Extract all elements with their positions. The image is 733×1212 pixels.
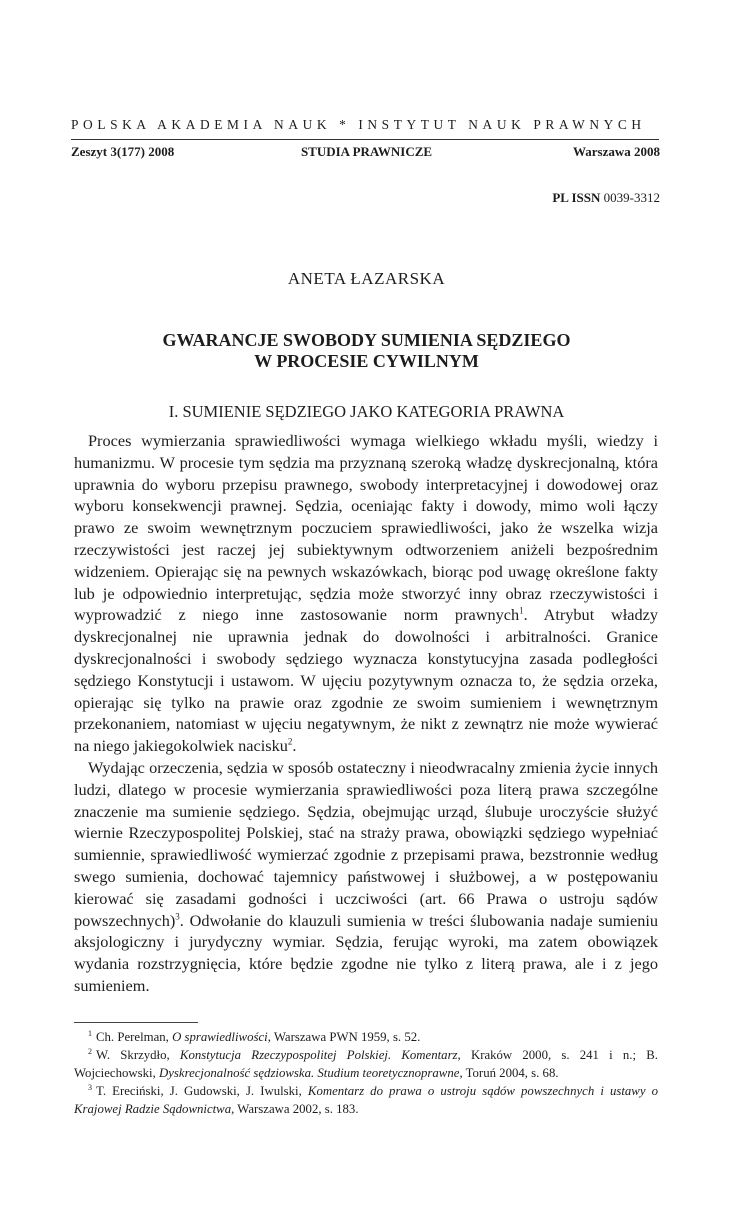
footnote-number: 2 — [88, 1046, 92, 1056]
title-line-2: W PROCESIE CYWILNYM — [254, 351, 479, 371]
footnote-number: 1 — [88, 1028, 92, 1038]
issn-number: 0039-3312 — [603, 190, 660, 205]
footnote-2: $^2$ W. Skrzydło, Konstytucja Rzeczypospolitej Polskiej. Komentarz, Kraków 2000, s. 241 i n.; B. Wojciechowski, Dyskrecjonalność sędziowska. Studium teoretycznoprawne, Toruń 2004, s. 68. — [74, 1046, 658, 1080]
footnotes — [74, 1028, 658, 1118]
issn — [552, 190, 660, 206]
place-year: Warszawa 2008 — [572, 144, 660, 159]
author-name: ANETA ŁAZARSKA — [287, 269, 446, 288]
publisher-header: POLSKA AKADEMIA NAUK * INSTYTUT NAUK PRAWNYCH — [71, 117, 646, 132]
footnote-number: 3 — [88, 1082, 92, 1092]
footnote-ref-1[interactable]: 1 — [519, 605, 524, 616]
paragraph-2: Wydając orzeczenia, sędzia w sposób ostateczny i nieodwracalny zmienia życie innych ludzi, dlatego w procesie wymierzania sprawiedliwości poza literą prawa szczególne znaczenie ma sumienie sędziego. Sędzia, obejmując urząd, ślubuje uroczyście służyć wiernie Rzeczypospolitej Polskiej, stać na straży prawa, obowiązki sędziego wypełniać sumiennie, sprawiedliwość wymierzać zgodnie z przepisami prawa, bezstronnie według swego sumienia, dochować tajemnicy państwowej i służbowej, a w postępowaniu kierować się zasadami godności i uczciwości (art. 66 Prawa o ustroju sądów powszechnych)$^3$. Odwołanie do klauzuli sumienia w treści ślubowania nadaje sumieniu aksjologiczny i jurydyczny wymiar. Sędzia, ferując wyroki, ma zatem obowiązek wydania rozstrzygnięcia, które będzie zgodne nie tylko z literą prawa, ale i z jego sumieniem. — [74, 757, 658, 995]
footnote-1: $^1$ Ch. Perelman, O sprawiedliwości, Warszawa PWN 1959, s. 52. — [88, 1028, 421, 1044]
journal-name: STUDIA PRAWNICZE — [300, 144, 433, 159]
footnote-rule — [74, 1022, 198, 1023]
article-title — [60, 330, 673, 372]
footnote-ref-3[interactable]: 3 — [175, 911, 180, 922]
issue-number: Zeszyt 3(177) 2008 — [71, 144, 175, 159]
footnote-3: $^3$ T. Ereciński, J. Gudowski, J. Iwulski, Komentarz do prawa o ustroju sądów powszechnych i ustawy o Krajowej Radzie Sądownictwa, Warszawa 2002, s. 183. — [74, 1082, 659, 1116]
header-rule — [71, 139, 659, 140]
section-heading: I. SUMIENIE SĘDZIEGO JAKO KATEGORIA PRAWNA — [168, 402, 565, 421]
paragraph-1: Proces wymierzania sprawiedliwości wymaga wielkiego wkładu myśli, wiedzy i humanizmu. W procesie tym sędzia ma przyznaną szeroką władzę dyskrecjonalną, która uprawnia do wyboru przepisu prawnego, swobody interpretacyjnej i dowodowej oraz wyboru konsekwencji prawnej. Sędzia, oceniając fakty i dowody, mimo woli łączy prawo ze swoim wewnętrznym poczuciem sprawiedliwości, jako że wszelka wizja rzeczywistości jest raczej jej subiektywnym odtworzeniem aniżeli bezpośrednim widzeniem. Opierając się na pewnych wskazówkach, biorąc pod uwagę określone fakty lub je odpowiednio interpretując, sędzia może stworzyć inny obraz rzeczywistości i wyprowadzić z niego inne zastosowanie norm prawnych$^1$. Atrybut władzy dyskrecjonalnej nie uprawnia jednak do dowolności i arbitralności. Granice dyskrecjonalności i swobody sędziego wyznacza konstytucyjna zasada podległości sędziego Konstytucji i ustawom. W ujęciu pozytywnym oznacza to, że sędzia orzeka, opierając się tylko na prawie oraz zgodnie ze swoim sumieniem i wewnętrznym przekonaniem, natomiast w ujęciu negatywnym, że nikt z zewnątrz nie może wywierać na niego jakiegokolwiek nacisku$^2$. — [74, 431, 658, 756]
title-line-1: GWARANCJE SWOBODY SUMIENIA SĘDZIEGO — [162, 330, 571, 350]
issn-label: PL ISSN — [552, 190, 601, 205]
footnote-ref-2[interactable]: 2 — [287, 736, 293, 747]
article-body — [74, 430, 658, 997]
